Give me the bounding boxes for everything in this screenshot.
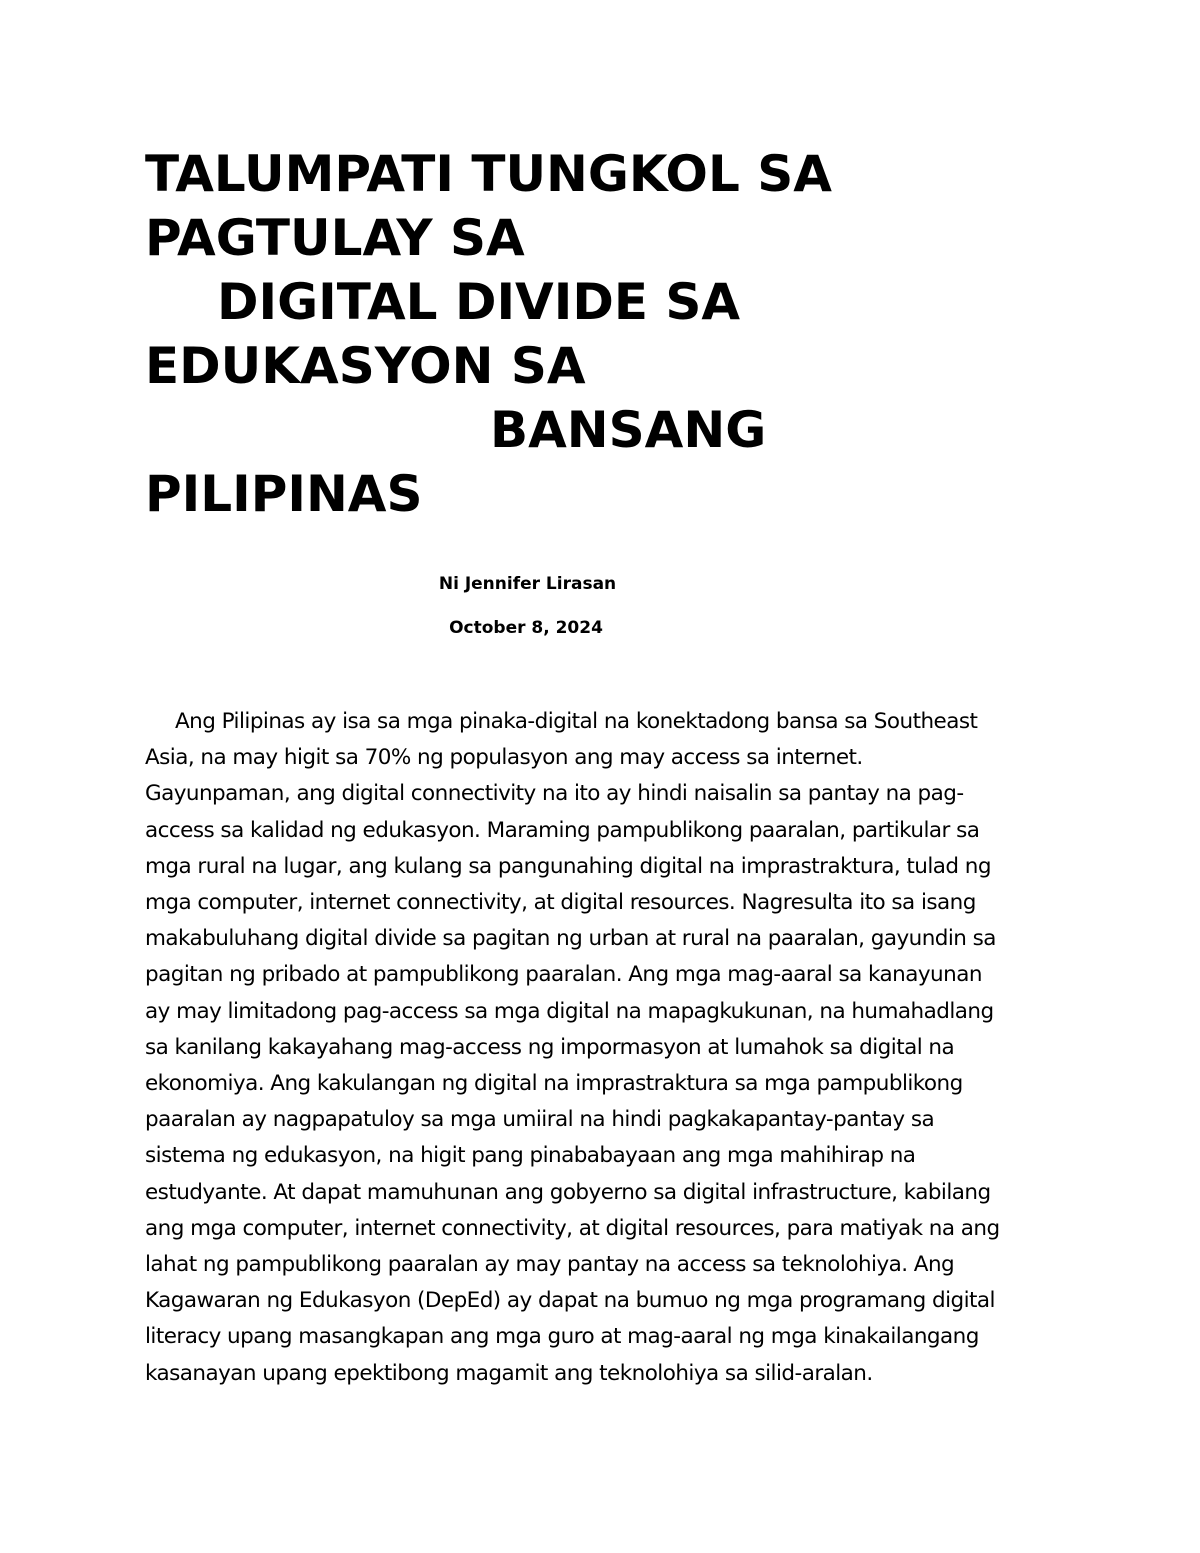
paragraph-line: makabuluhang digital divide sa pagitan ng urban at rural na paaralan, gayundin sa <box>145 926 996 952</box>
paragraph-line: mga computer, internet connectivity, at digital resources. Nagresulta ito sa isang <box>145 890 976 916</box>
paragraph-line: Asia, na may higit sa 70% ng populasyon ang may access sa internet. <box>145 745 863 771</box>
paragraph-line: Ang Pilipinas ay isa sa mga pinaka-digital na konektadong bansa sa Southeast <box>175 709 978 734</box>
paragraph-line: kasanayan upang epektibong magamit ang teknolohiya sa silid-aralan. <box>145 1360 873 1386</box>
document-title <box>145 142 905 526</box>
paragraph-line: lahat ng pampublikong paaralan ay may pantay na access sa teknolohiya. Ang <box>145 1252 955 1278</box>
paragraph-line: ay may limitadong pag-access sa mga digital na mapagkukunan, na humahadlang <box>145 998 994 1024</box>
paragraph-line: sa kanilang kakayahang mag-access ng impormasyon at lumahok sa digital na <box>145 1034 955 1060</box>
paragraph-line: ekonomiya. Ang kakulangan ng digital na imprastraktura sa mga pampublikong <box>145 1071 963 1097</box>
title-line: EDUKASYON SA <box>145 337 586 395</box>
paragraph-line: Kagawaran ng Edukasyon (DepEd) ay dapat na bumuo ng mga programang digital <box>145 1288 995 1314</box>
title-line: DIGITAL DIVIDE SA <box>217 273 741 331</box>
paragraph-line: access sa kalidad ng edukasyon. Maraming pampublikong paaralan, partikular sa <box>145 817 980 843</box>
paragraph-line: mga rural na lugar, ang kulang sa pangunahing digital na imprastraktura, tulad ng <box>145 853 991 879</box>
title-line: TALUMPATI TUNGKOL SA <box>145 145 832 203</box>
paragraph-line: paaralan ay nagpapatuloy sa mga umiiral na hindi pagkakapantay-pantay sa <box>145 1107 935 1133</box>
paragraph-line: estudyante. At dapat mamuhunan ang gobyerno sa digital infrastructure, kabilang <box>145 1179 991 1205</box>
document-date: October 8, 2024 <box>449 618 603 638</box>
title-line: BANSANG <box>490 401 767 459</box>
title-line: PAGTULAY SA <box>145 209 525 267</box>
paragraph-line: pagitan ng pribado at pampublikong paaralan. Ang mga mag-aaral sa kanayunan <box>145 962 982 988</box>
paragraph-line: ang mga computer, internet connectivity, at digital resources, para matiyak na ang <box>145 1215 1000 1241</box>
title-line: PILIPINAS <box>145 465 423 523</box>
body-paragraph <box>145 704 1060 1392</box>
author-byline: Ni Jennifer Lirasan <box>438 574 617 594</box>
paragraph-line: Gayunpaman, ang digital connectivity na ito ay hindi naisalin sa pantay na pag- <box>145 781 964 807</box>
paragraph-line: sistema ng edukasyon, na higit pang pinababayaan ang mga mahihirap na <box>145 1143 916 1169</box>
paragraph-line: literacy upang masangkapan ang mga guro at mag-aaral ng mga kinakailangang <box>145 1324 979 1350</box>
